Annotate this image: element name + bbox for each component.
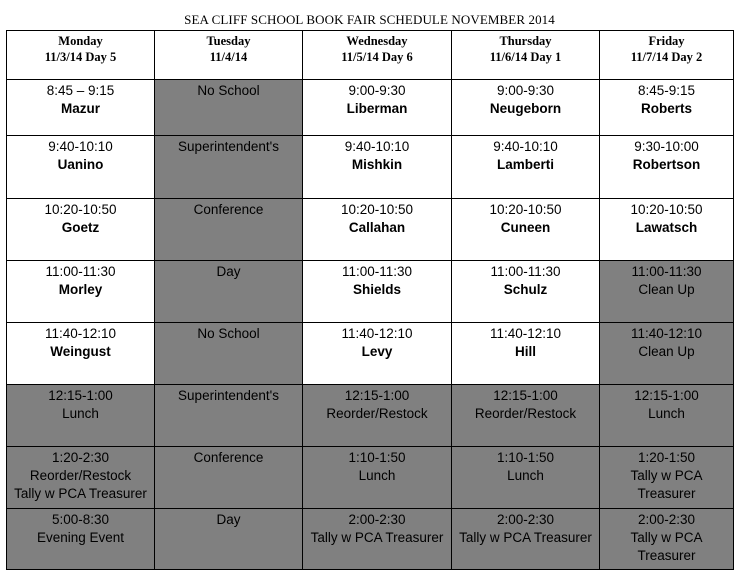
slot-time: 11:40-12:10 <box>44 326 117 341</box>
cell-tuesday <box>155 509 303 570</box>
slot-time: 9:40-10:10 <box>493 139 558 154</box>
teacher-name: Mishkin <box>351 157 403 172</box>
day-date: 11/6/14 Day 1 <box>489 50 562 64</box>
teacher-name: Hill <box>514 344 536 359</box>
slot-time: 11:00-11:30 <box>341 264 413 279</box>
cell-friday <box>600 447 734 509</box>
day-name: Friday <box>648 34 685 48</box>
slot-event: Lunch <box>648 406 685 421</box>
cell-tuesday <box>155 80 303 136</box>
slot-time: 1:20-2:30 <box>51 450 110 465</box>
cell-tuesday <box>155 385 303 447</box>
cell-thursday <box>452 199 600 261</box>
cell-monday <box>7 323 155 385</box>
teacher-name: Shields <box>352 282 401 297</box>
cell-thursday <box>452 385 600 447</box>
table-row <box>7 80 734 136</box>
teacher-name: Lamberti <box>496 157 554 172</box>
cell-tuesday <box>155 323 303 385</box>
cell-monday <box>7 447 155 509</box>
slot-time: 11:40-12:10 <box>489 326 562 341</box>
slot-event: Lunch <box>358 468 396 483</box>
cell-thursday <box>452 261 600 323</box>
day-name: Tuesday <box>206 34 251 48</box>
tuesday-note: Superintendent's <box>178 388 279 403</box>
cell-wednesday <box>303 80 452 136</box>
slot-time: 11:00-11:30 <box>490 264 561 279</box>
slot-time: 10:20-10:50 <box>630 202 703 217</box>
cell-monday <box>7 199 155 261</box>
slot-event: Lunch <box>62 406 99 421</box>
slot-time: 11:00-11:30 <box>45 264 116 279</box>
slot-time: 2:00-2:30 <box>637 512 696 527</box>
slot-time: 10:20-10:50 <box>489 202 562 217</box>
cell-wednesday <box>303 323 452 385</box>
slot-time: 8:45-9:15 <box>637 83 696 98</box>
slot-event: Reorder/Restock <box>29 468 132 483</box>
cell-friday <box>600 509 734 570</box>
header-tuesday <box>155 31 303 80</box>
teacher-name: Uanino <box>57 157 104 172</box>
cell-wednesday <box>303 199 452 261</box>
page-title: SEA CLIFF SCHOOL BOOK FAIR SCHEDULE NOVEMBER 2014 <box>184 12 555 27</box>
header-row <box>7 31 734 80</box>
cell-thursday <box>452 509 600 570</box>
slot-event: Tally w PCA <box>630 530 703 545</box>
slot-event: Lunch <box>507 468 544 483</box>
slot-time: 12:15-1:00 <box>634 388 699 403</box>
table-row <box>7 509 734 570</box>
slot-event: Tally w PCA <box>630 468 703 483</box>
slot-time: 9:40-10:10 <box>48 139 113 154</box>
table-row <box>7 385 734 447</box>
schedule-table <box>6 30 734 570</box>
cell-thursday <box>452 323 600 385</box>
teacher-name: Schulz <box>503 282 548 297</box>
slot-time: 9:00-9:30 <box>348 83 406 98</box>
cell-friday <box>600 261 734 323</box>
slot-time: 9:40-10:10 <box>344 139 410 154</box>
slot-time: 11:00-11:30 <box>631 264 702 279</box>
slot-event: Tally w PCA Treasurer <box>310 530 444 545</box>
tuesday-note: Conference <box>193 450 264 465</box>
header-monday <box>7 31 155 80</box>
cell-tuesday <box>155 199 303 261</box>
tuesday-note: Superintendent's <box>178 139 279 154</box>
slot-time: 5:00-8:30 <box>51 512 110 527</box>
slot-event-2: Treasurer <box>637 548 696 563</box>
tuesday-note: Conference <box>193 202 264 217</box>
teacher-name: Liberman <box>346 101 408 116</box>
cell-friday <box>600 385 734 447</box>
table-row <box>7 447 734 509</box>
cell-thursday <box>452 447 600 509</box>
cell-friday <box>600 80 734 136</box>
table-row <box>7 261 734 323</box>
cell-monday <box>7 80 155 136</box>
cell-monday <box>7 261 155 323</box>
teacher-name: Weingust <box>50 344 111 359</box>
cell-wednesday <box>303 261 452 323</box>
tuesday-note: No School <box>197 83 260 98</box>
day-name: Wednesday <box>346 34 408 48</box>
slot-time: 9:30-10:00 <box>634 139 699 154</box>
table-row <box>7 199 734 261</box>
slot-time: 11:40-12:10 <box>630 326 703 341</box>
slot-event: Evening Event <box>36 530 125 545</box>
slot-event-2: Treasurer <box>637 486 696 501</box>
slot-time: 1:10-1:50 <box>348 450 406 465</box>
table-row <box>7 136 734 199</box>
slot-time: 9:00-9:30 <box>496 83 555 98</box>
slot-time: 12:15-1:00 <box>48 388 113 403</box>
slot-time: 1:10-1:50 <box>496 450 555 465</box>
teacher-name: Goetz <box>61 220 100 235</box>
cell-wednesday <box>303 447 452 509</box>
teacher-name: Callahan <box>348 220 406 235</box>
teacher-name: Neugeborn <box>489 101 562 116</box>
cell-monday <box>7 136 155 199</box>
slot-time: 11:40-12:10 <box>341 326 413 341</box>
tuesday-note: Day <box>216 512 241 527</box>
teacher-name: Robertson <box>632 157 701 172</box>
cell-tuesday <box>155 261 303 323</box>
cell-friday <box>600 136 734 199</box>
cell-thursday <box>452 136 600 199</box>
day-name: Monday <box>58 34 103 48</box>
day-date: 11/7/14 Day 2 <box>630 50 703 64</box>
slot-event-2: Tally w PCA Treasurer <box>14 486 147 501</box>
slot-event: Reorder/Restock <box>326 406 428 421</box>
header-friday <box>600 31 734 80</box>
cell-wednesday <box>303 385 452 447</box>
teacher-name: Levy <box>361 344 393 359</box>
cell-tuesday <box>155 136 303 199</box>
day-name: Thursday <box>499 34 552 48</box>
slot-event: Clean Up <box>638 344 695 359</box>
cell-tuesday <box>155 447 303 509</box>
slot-time: 10:20-10:50 <box>44 202 117 217</box>
table-row <box>7 323 734 385</box>
slot-time: 8:45 – 9:15 <box>46 83 115 98</box>
teacher-name: Mazur <box>60 101 100 116</box>
cell-monday <box>7 385 155 447</box>
cell-wednesday <box>303 509 452 570</box>
cell-friday <box>600 199 734 261</box>
slot-time: 12:15-1:00 <box>493 388 558 403</box>
slot-event: Clean Up <box>638 282 695 297</box>
teacher-name: Roberts <box>640 101 692 116</box>
day-date: 11/4/14 <box>209 50 248 64</box>
teacher-name: Lawatsch <box>635 220 698 235</box>
header-wednesday <box>303 31 452 80</box>
cell-friday <box>600 323 734 385</box>
teacher-name: Morley <box>58 282 103 297</box>
header-thursday <box>452 31 600 80</box>
slot-time: 2:00-2:30 <box>496 512 555 527</box>
slot-time: 12:15-1:00 <box>344 388 410 403</box>
slot-time: 2:00-2:30 <box>348 512 406 527</box>
tuesday-note: Day <box>216 264 241 279</box>
teacher-name: Cuneen <box>500 220 551 235</box>
slot-event: Reorder/Restock <box>474 406 577 421</box>
slot-event: Tally w PCA Treasurer <box>459 530 592 545</box>
cell-monday <box>7 509 155 570</box>
cell-wednesday <box>303 136 452 199</box>
tuesday-note: No School <box>197 326 260 341</box>
slot-time: 1:20-1:50 <box>637 450 696 465</box>
day-date: 11/5/14 Day 6 <box>341 50 413 64</box>
day-date: 11/3/14 Day 5 <box>44 50 117 64</box>
cell-thursday <box>452 80 600 136</box>
slot-time: 10:20-10:50 <box>340 202 414 217</box>
